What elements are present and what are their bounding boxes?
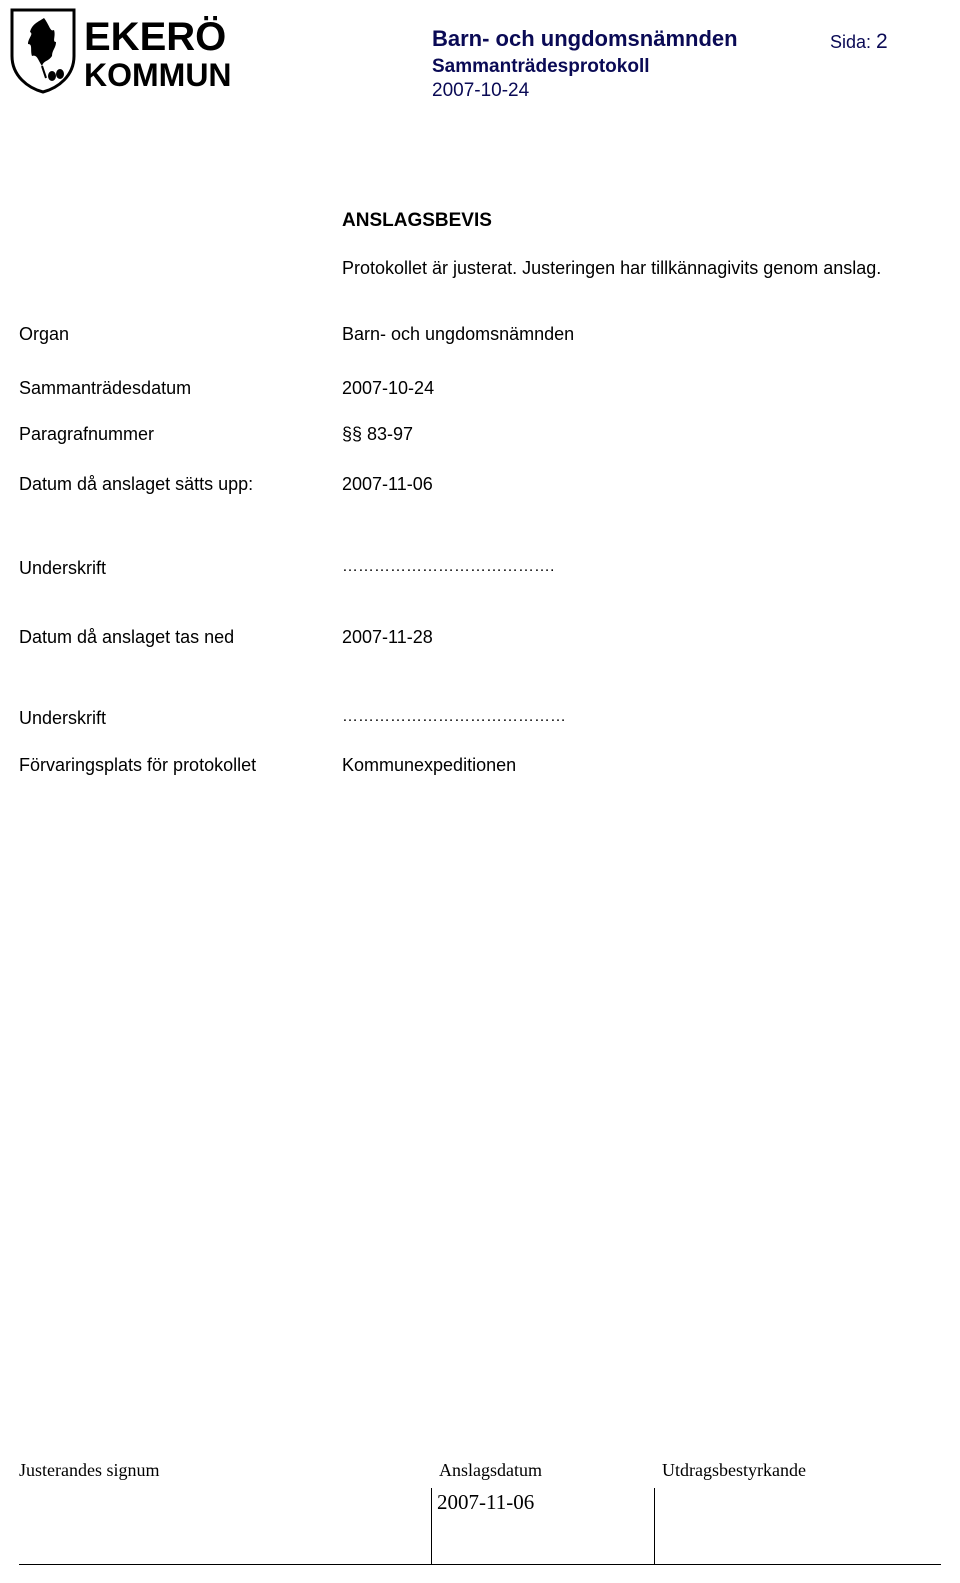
svg-text:EKERÖ: EKERÖ xyxy=(84,15,227,59)
field-value-signature-2: …………………………………… xyxy=(342,708,566,725)
footer-posting-date-label: Anslagsdatum xyxy=(439,1460,542,1480)
field-value-storage: Kommunexpeditionen xyxy=(342,755,517,775)
field-label-meeting-date: Sammanträdesdatum xyxy=(19,378,192,398)
notice-text: Protokollet är justerat. Justeringen har tillkännagivits genom anslag. xyxy=(342,258,882,278)
footer-divider-1 xyxy=(431,1488,432,1564)
footer-divider-2 xyxy=(654,1488,655,1564)
field-value-signature-1: …………………………………. xyxy=(342,558,555,575)
field-label-storage: Förvaringsplats för protokollet xyxy=(19,755,257,775)
field-label-signature-2: Underskrift xyxy=(19,708,107,728)
field-value-posted-date: 2007-11-06 xyxy=(342,474,433,494)
footer-certification-label: Utdragsbestyrkande xyxy=(662,1460,806,1480)
field-label-paragraph: Paragrafnummer xyxy=(19,424,155,444)
field-value-organ: Barn- och ungdomsnämnden xyxy=(342,324,575,344)
document-type: Sammanträdesprotokoll xyxy=(432,56,650,77)
field-label-organ: Organ xyxy=(19,324,70,344)
svg-text:KOMMUN: KOMMUN xyxy=(84,57,232,93)
field-label-removed-date: Datum då anslaget tas ned xyxy=(19,627,235,647)
ekero-kommun-logo xyxy=(8,4,236,94)
notice-heading: ANSLAGSBEVIS xyxy=(342,210,492,231)
committee-title: Barn- och ungdomsnämnden xyxy=(432,26,738,51)
field-value-removed-date: 2007-11-28 xyxy=(342,627,433,647)
page-number: 2 xyxy=(876,30,888,53)
footer-bottom-rule xyxy=(19,1564,941,1565)
footer-posting-date-value: 2007-11-06 xyxy=(437,1490,535,1514)
page-label: Sida: xyxy=(830,32,872,52)
oak-leaf-shield-icon xyxy=(8,4,236,94)
header-date: 2007-10-24 xyxy=(432,80,530,101)
footer-signum-label: Justerandes signum xyxy=(19,1460,160,1480)
page-indicator xyxy=(830,30,888,54)
field-value-paragraph: §§ 83-97 xyxy=(342,424,414,444)
field-value-meeting-date: 2007-10-24 xyxy=(342,378,435,398)
field-label-posted-date: Datum då anslaget sätts upp: xyxy=(19,474,254,494)
field-label-signature-1: Underskrift xyxy=(19,558,107,578)
